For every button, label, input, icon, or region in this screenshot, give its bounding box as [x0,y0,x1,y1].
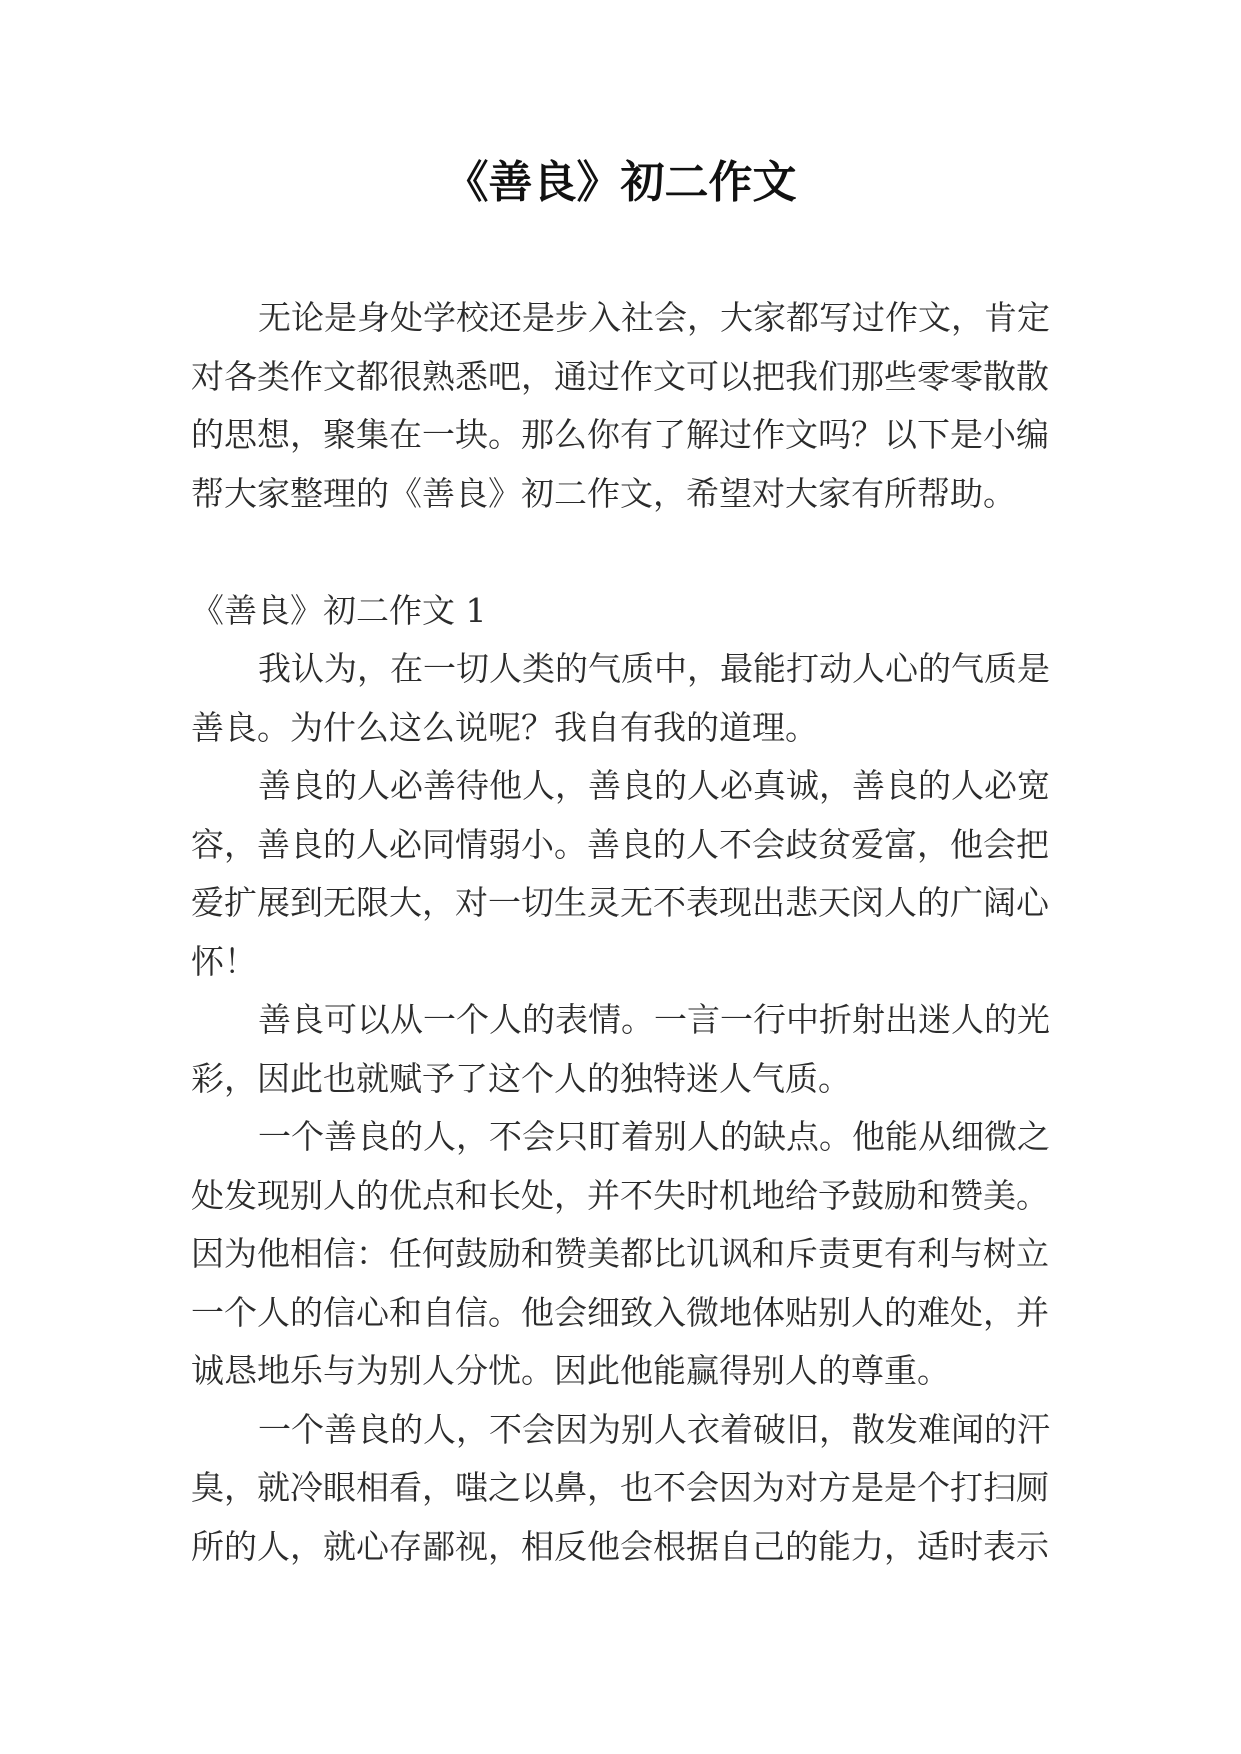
text-line: 一个人的信心和自信。他会细致入微地体贴别人的难处，并 [191,1292,1049,1332]
text-line: 爱扩展到无限大，对一切生灵无不表现出悲天闵人的广阔心 [191,883,1049,922]
paragraph-1 [191,640,1091,757]
text-line: 对各类作文都很熟悉吧，通过作文可以把我们那些零零散散 [191,356,1049,396]
text-line: 帮大家整理的《善良》初二作文，希望对大家有所帮助。 [191,473,1016,513]
text-line: 一个善良的人，不会因为别人衣着破旧，散发难闻的汗 [258,1409,1050,1449]
text-line: 我认为，在一切人类的气质中，最能打动人心的气质是 [258,649,1050,688]
text-line: 容，善良的人必同情弱小。善良的人不会歧贫爱富，他会把 [191,824,1049,864]
text-line: 彩，因此也就赋予了这个人的独特迷人气质。 [191,1058,851,1098]
text-line: 善良可以从一个人的表情。一言一行中折射出迷人的光 [258,1000,1050,1039]
blank-line [191,523,1091,582]
paragraph-4 [191,1108,1091,1401]
text-line: 臭，就冷眼相看，嗤之以鼻，也不会因为对方是是个打扫厕 [191,1468,1049,1507]
paragraph-5 [191,1401,1091,1577]
text-line: 因为他相信：任何鼓励和赞美都比讥讽和斥责更有利与树立 [191,1234,1049,1273]
text-line: 处发现别人的优点和长处，并不失时机地给予鼓励和赞美。 [191,1175,1049,1215]
text-line: 无论是身处学校还是步入社会，大家都写过作文，肯定 [258,298,1050,337]
text-line: 诚恳地乐与为别人分忧。因此他能赢得别人的尊重。 [191,1351,950,1390]
text-line: 善良。为什么这么说呢？我自有我的道理。 [191,707,818,747]
text-line: 的思想，聚集在一块。那么你有了解过作文吗？以下是小编 [191,415,1049,454]
paragraph-3 [191,991,1091,1108]
text-line: 善良的人必善待他人，善良的人必真诚，善良的人必宽 [258,766,1050,805]
page-title: 《善良》初二作文 [444,157,797,208]
text-line: 所的人，就心存鄙视，相反他会根据自己的能力，适时表示 [191,1526,1049,1566]
intro-paragraph [191,289,1091,523]
paragraph-2 [191,757,1091,991]
document-body [191,289,1091,1576]
text-line: 一个善良的人，不会只盯着别人的缺点。他能从细微之 [258,1117,1050,1156]
section-heading: 《善良》初二作文 1 [191,590,487,630]
text-line: 怀！ [191,941,257,981]
